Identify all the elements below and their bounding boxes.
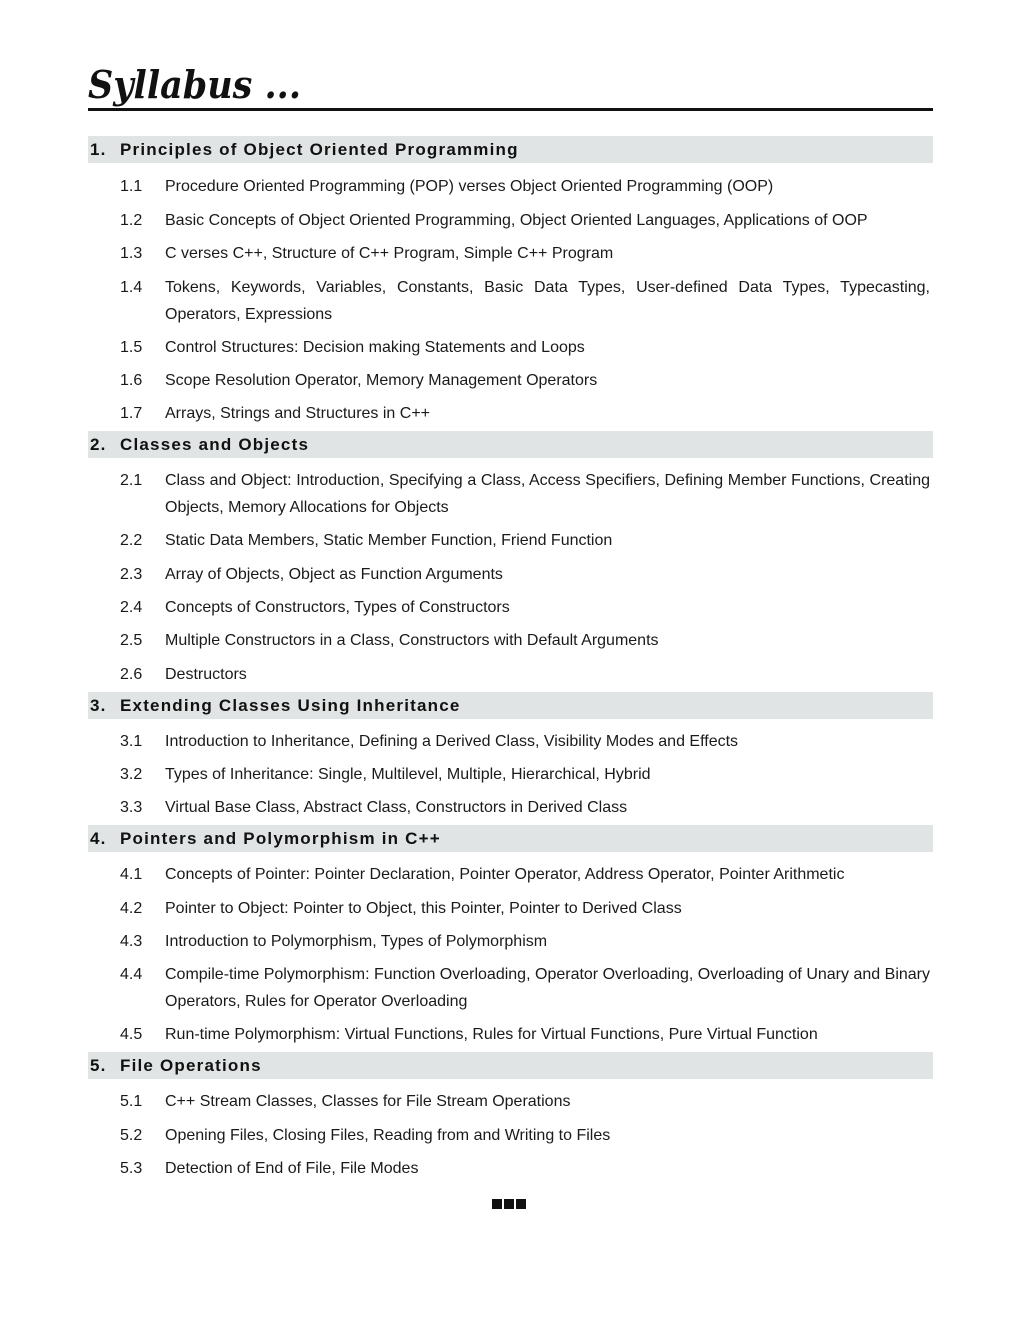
- list-item: [120, 1123, 930, 1150]
- item-text: Concepts of Pointer: Pointer Declaration, Pointer Operator, Address Operator, Pointer Arithmetic: [165, 866, 845, 883]
- list-item: [120, 401, 930, 428]
- item-text: C++ Stream Classes, Classes for File Stream Operations: [165, 1093, 571, 1110]
- item-text: Basic Concepts of Object Oriented Programming, Object Oriented Languages, Applications of OOP: [165, 212, 868, 229]
- page-title: Syllabus ...: [88, 62, 302, 107]
- item-text: Arrays, Strings and Structures in C++: [165, 405, 430, 422]
- item-number: 1.3: [120, 245, 143, 262]
- item-number: 2.4: [120, 599, 143, 616]
- item-text: Array of Objects, Object as Function Arguments: [165, 566, 503, 583]
- list-item: [120, 929, 930, 956]
- item-text: Class and Object: Introduction, Specifying a Class, Access Specifiers, Defining Member Functions, Creating Objects, Memory Allocations for Objects: [165, 472, 930, 516]
- item-text: Detection of End of File, File Modes: [165, 1160, 419, 1177]
- list-item: [120, 862, 930, 889]
- item-number: 5.2: [120, 1127, 143, 1144]
- item-number: 4.2: [120, 900, 143, 917]
- list-item: [120, 628, 930, 655]
- list-item: [120, 1089, 930, 1116]
- square-icon: [516, 1199, 526, 1209]
- item-text: Concepts of Constructors, Types of Constructors: [165, 599, 510, 616]
- item-number: 1.2: [120, 212, 143, 229]
- square-icon: [504, 1199, 514, 1209]
- item-text: Tokens, Keywords, Variables, Constants, Basic Data Types, User-defined Data Types, Typecasting, Operators, Expressions: [165, 279, 930, 323]
- item-number: 3.1: [120, 733, 143, 750]
- list-item: [120, 468, 930, 521]
- list-item: [120, 795, 930, 822]
- item-text: Introduction to Inheritance, Defining a Derived Class, Visibility Modes and Effects: [165, 733, 739, 750]
- item-text: Multiple Constructors in a Class, Constructors with Default Arguments: [165, 632, 659, 649]
- list-item: [120, 208, 930, 235]
- section-header-4: [88, 825, 933, 852]
- list-item: [120, 275, 930, 328]
- item-number: 4.3: [120, 933, 143, 950]
- item-number: 4.1: [120, 866, 143, 883]
- item-number: 2.5: [120, 632, 143, 649]
- item-number: 1.4: [120, 279, 143, 296]
- list-item: [120, 368, 930, 395]
- list-item: [120, 1156, 930, 1183]
- section-number: 1.: [90, 140, 107, 159]
- section-number: 5.: [90, 1056, 107, 1075]
- list-item: [120, 729, 930, 756]
- item-number: 3.2: [120, 766, 143, 783]
- item-number: 1.7: [120, 405, 143, 422]
- item-number: 4.4: [120, 966, 143, 983]
- list-item: [120, 528, 930, 555]
- section-header-2: [88, 431, 933, 458]
- item-text: Introduction to Polymorphism, Types of Polymorphism: [165, 933, 548, 950]
- item-number: 4.5: [120, 1026, 143, 1043]
- item-text: Compile-time Polymorphism: Function Overloading, Operator Overloading, Overloading of Unary and Binary Operators, Rules for Operator Overloading: [165, 966, 930, 1010]
- title-divider: [88, 108, 933, 111]
- end-of-page-marker-icon: [492, 1199, 526, 1209]
- section-header-3: [88, 692, 933, 719]
- item-number: 2.3: [120, 566, 143, 583]
- item-text: Control Structures: Decision making Statements and Loops: [165, 339, 585, 356]
- list-item: [120, 562, 930, 589]
- item-number: 1.5: [120, 339, 143, 356]
- section-number: 3.: [90, 696, 107, 715]
- item-number: 1.6: [120, 372, 143, 389]
- item-text: Opening Files, Closing Files, Reading from and Writing to Files: [165, 1127, 611, 1144]
- item-number: 5.3: [120, 1160, 143, 1177]
- item-text: Pointer to Object: Pointer to Object, this Pointer, Pointer to Derived Class: [165, 900, 682, 917]
- item-text: Types of Inheritance: Single, Multilevel, Multiple, Hierarchical, Hybrid: [165, 766, 651, 783]
- square-icon: [492, 1199, 502, 1209]
- item-number: 3.3: [120, 799, 143, 816]
- item-number: 2.1: [120, 472, 143, 489]
- item-text: Scope Resolution Operator, Memory Management Operators: [165, 372, 598, 389]
- section-title: Extending Classes Using Inheritance: [120, 696, 461, 715]
- item-number: 1.1: [120, 178, 143, 195]
- section-title: Classes and Objects: [120, 435, 310, 454]
- section-title: File Operations: [120, 1056, 262, 1075]
- list-item: [120, 896, 930, 923]
- item-number: 5.1: [120, 1093, 143, 1110]
- item-text: Static Data Members, Static Member Function, Friend Function: [165, 532, 613, 549]
- list-item: [120, 241, 930, 268]
- item-number: 2.2: [120, 532, 143, 549]
- list-item: [120, 174, 930, 201]
- item-text: Virtual Base Class, Abstract Class, Constructors in Derived Class: [165, 799, 628, 816]
- item-text: C verses C++, Structure of C++ Program, Simple C++ Program: [165, 245, 614, 262]
- section-header-1: [88, 136, 933, 163]
- list-item: [120, 1022, 930, 1049]
- item-text: Destructors: [165, 666, 247, 683]
- list-item: [120, 335, 930, 362]
- section-title: Pointers and Polymorphism in C++: [120, 829, 441, 848]
- list-item: [120, 762, 930, 789]
- section-number: 4.: [90, 829, 107, 848]
- item-number: 2.6: [120, 666, 143, 683]
- section-number: 2.: [90, 435, 107, 454]
- item-text: Run-time Polymorphism: Virtual Functions, Rules for Virtual Functions, Pure Virtual Function: [165, 1026, 818, 1043]
- list-item: [120, 595, 930, 622]
- list-item: [120, 662, 930, 689]
- item-text: Procedure Oriented Programming (POP) verses Object Oriented Programming (OOP): [165, 178, 774, 195]
- section-title: Principles of Object Oriented Programming: [120, 140, 519, 159]
- list-item: [120, 962, 930, 1015]
- section-header-5: [88, 1052, 933, 1079]
